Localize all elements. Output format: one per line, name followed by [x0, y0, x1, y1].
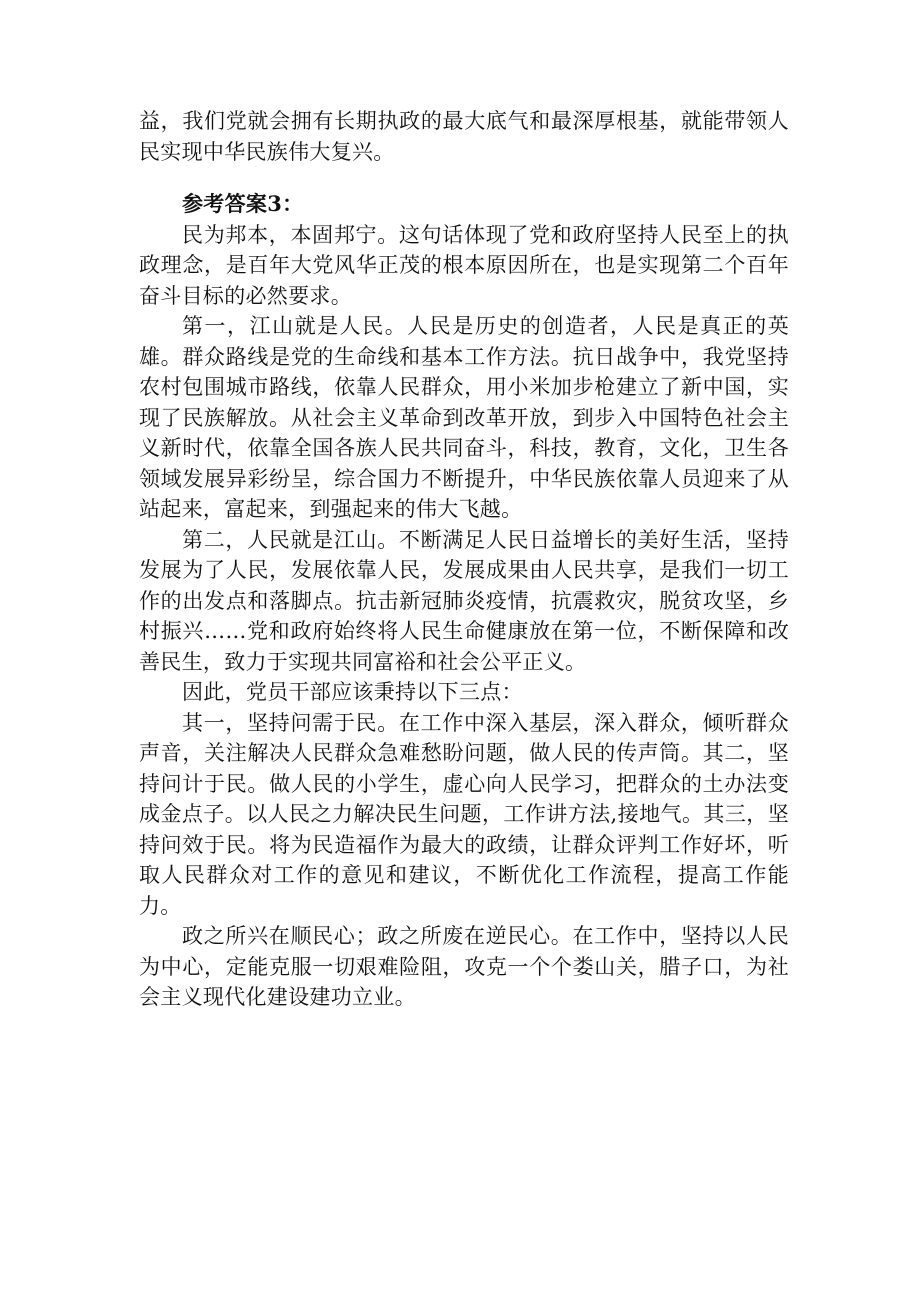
three-points-paragraph: 其一，坚持问需于民。在工作中深入基层，深入群众，倾听群众声音，关注解决人民群众急难愁盼问题，做人民的传声筒。其二，坚持问计于民。做人民的小学生，虚心向人民学习，把群众的土办法变成金点子。以人民之力解决民生问题，工作讲方法,接地气。其三，坚持问效于民。将为民造福作为最大的政绩，让群众评判工作好坏，听取人民群众对工作的意见和建议，不断优化工作流程，提高工作能力。	[139, 710, 789, 918]
therefore-paragraph: 因此，党员干部应该秉持以下三点：	[182, 680, 523, 704]
answer-heading: 参考答案3：	[182, 191, 304, 216]
document-body	[139, 106, 789, 1013]
second-point-paragraph: 第二，人民就是江山。不断满足人民日益增长的美好生活，坚持发展为了人民，发展依靠人民，发展成果由人民共享，是我们一切工作的出发点和落脚点。抗击新冠肺炎疫情，抗震救灾，脱贫攻坚，乡村振兴……党和政府始终将人民生命健康放在第一位，不断保障和改善民生，致力于实现共同富裕和社会公平正义。	[139, 527, 789, 674]
first-point-paragraph: 第一，江山就是人民。人民是历史的创造者，人民是真正的英雄。群众路线是党的生命线和基本工作方法。抗日战争中，我党坚持农村包围城市路线，依靠人民群众，用小米加步枪建立了新中国，实现了民族解放。从社会主义革命到改革开放，到步入中国特色社会主义新时代，依靠全国各族人民共同奋斗，科技，教育，文化，卫生各领域发展异彩纷呈，综合国力不断提升，中华民族依靠人员迎来了从站起来，富起来，到强起来的伟大飞越。	[139, 314, 789, 521]
conclusion-paragraph: 政之所兴在顺民心；政之所废在逆民心。在工作中，坚持以人民为中心，定能克服一切艰难险阻，攻克一个个娄山关，腊子口，为社会主义现代化建设建功立业。	[139, 924, 789, 1009]
continuation-paragraph: 益，我们党就会拥有长期执政的最大底气和最深厚根基，就能带领人民实现中华民族伟大复兴。	[139, 109, 789, 164]
intro-paragraph: 民为邦本，本固邦宁。这句话体现了党和政府坚持人民至上的执政理念，是百年大党风华正茂的根本原因所在，也是实现第二个百年奋斗目标的必然要求。	[139, 222, 789, 308]
